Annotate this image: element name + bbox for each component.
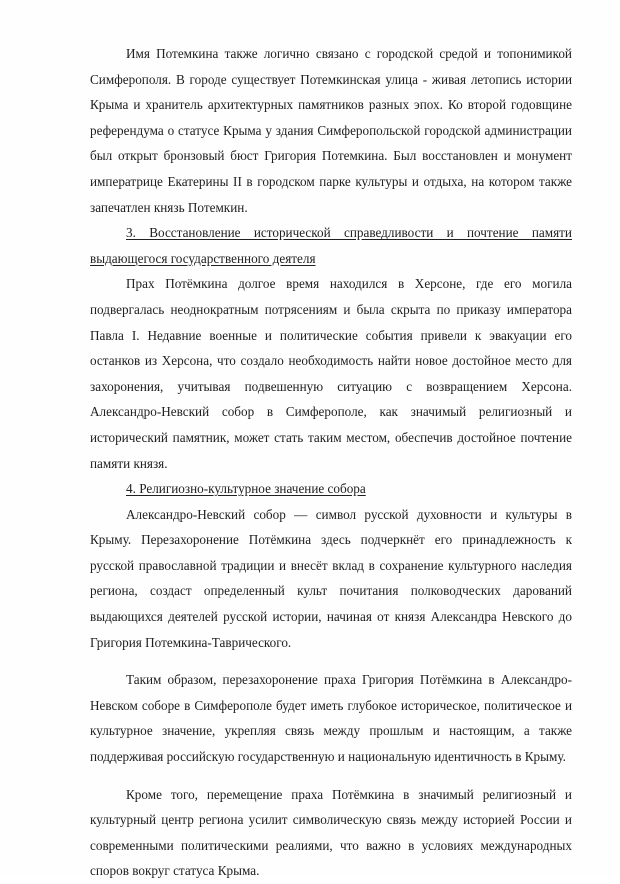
section-heading-3: 3. Восстановление исторической справедливости и почтение памяти выдающегося государственного деятеля	[90, 225, 572, 266]
paragraph-conclusion: Таким образом, перезахоронение праха Григория Потёмкина в Александро-Невском соборе в Симферополе будет иметь глубокое историческое, политическое и культурное значение, укрепляя связь между прошлым и настоящим, а также поддерживая российскую государственную и национальную идентичность в Крыму.	[90, 672, 572, 765]
section-heading-4: 4. Религиозно-культурное значение собора	[126, 481, 366, 497]
paragraph-potemkin-toponymy: Имя Потемкина также логично связано с городской средой и топонимикой Симферополя. В городе существует Потемкинская улица - живая летопись истории Крыма и хранитель архитектурных памятников разных эпох. Ко второй годовщине референдума о статусе Крыма у здания Симферопольской городской администрации был открыт бронзовый бюст Григория Потемкина. Был восстановлен и монумент императрице Екатерины II в городском парке культуры и отдыха, на котором также запечатлен князь Потемкин.	[90, 46, 572, 215]
document-body	[90, 41, 572, 884]
paragraph-additionally: Кроме того, перемещение праха Потёмкина в значимый религиозный и культурный центр региона усилит символическую связь между историей России и современными политическими реалиями, что важно в условиях международных споров вокруг статуса Крыма.	[90, 786, 572, 879]
paragraph-cathedral-symbol: Александро-Невский собор — символ русской духовности и культуры в Крыму. Перезахоронение Потёмкина здесь подчеркнёт его принадлежность к русской православной традиции и внесёт вклад в сохранение культурного наследия региона, создаст определенный культ почитания полководческих дарований выдающихся деятелей русской истории, начиная от князя Александра Невского до Григория Потемкина-Таврического.	[90, 506, 572, 650]
paragraph-kherson-remains: Прах Потёмкина долгое время находился в Херсоне, где его могила подвергалась неоднократным потрясениям и была скрыта по приказу императора Павла I. Недавние военные и политические события привели к эвакуации его останков из Херсона, что создало необходимость найти новое достойное место для захоронения, учитывая подвешенную ситуацию с возвращением Херсона. Александро-Невский собор в Симферополе, как значимый религиозный и исторический памятник, может стать таким местом, обеспечив достойное почтение памяти князя.	[90, 276, 572, 471]
